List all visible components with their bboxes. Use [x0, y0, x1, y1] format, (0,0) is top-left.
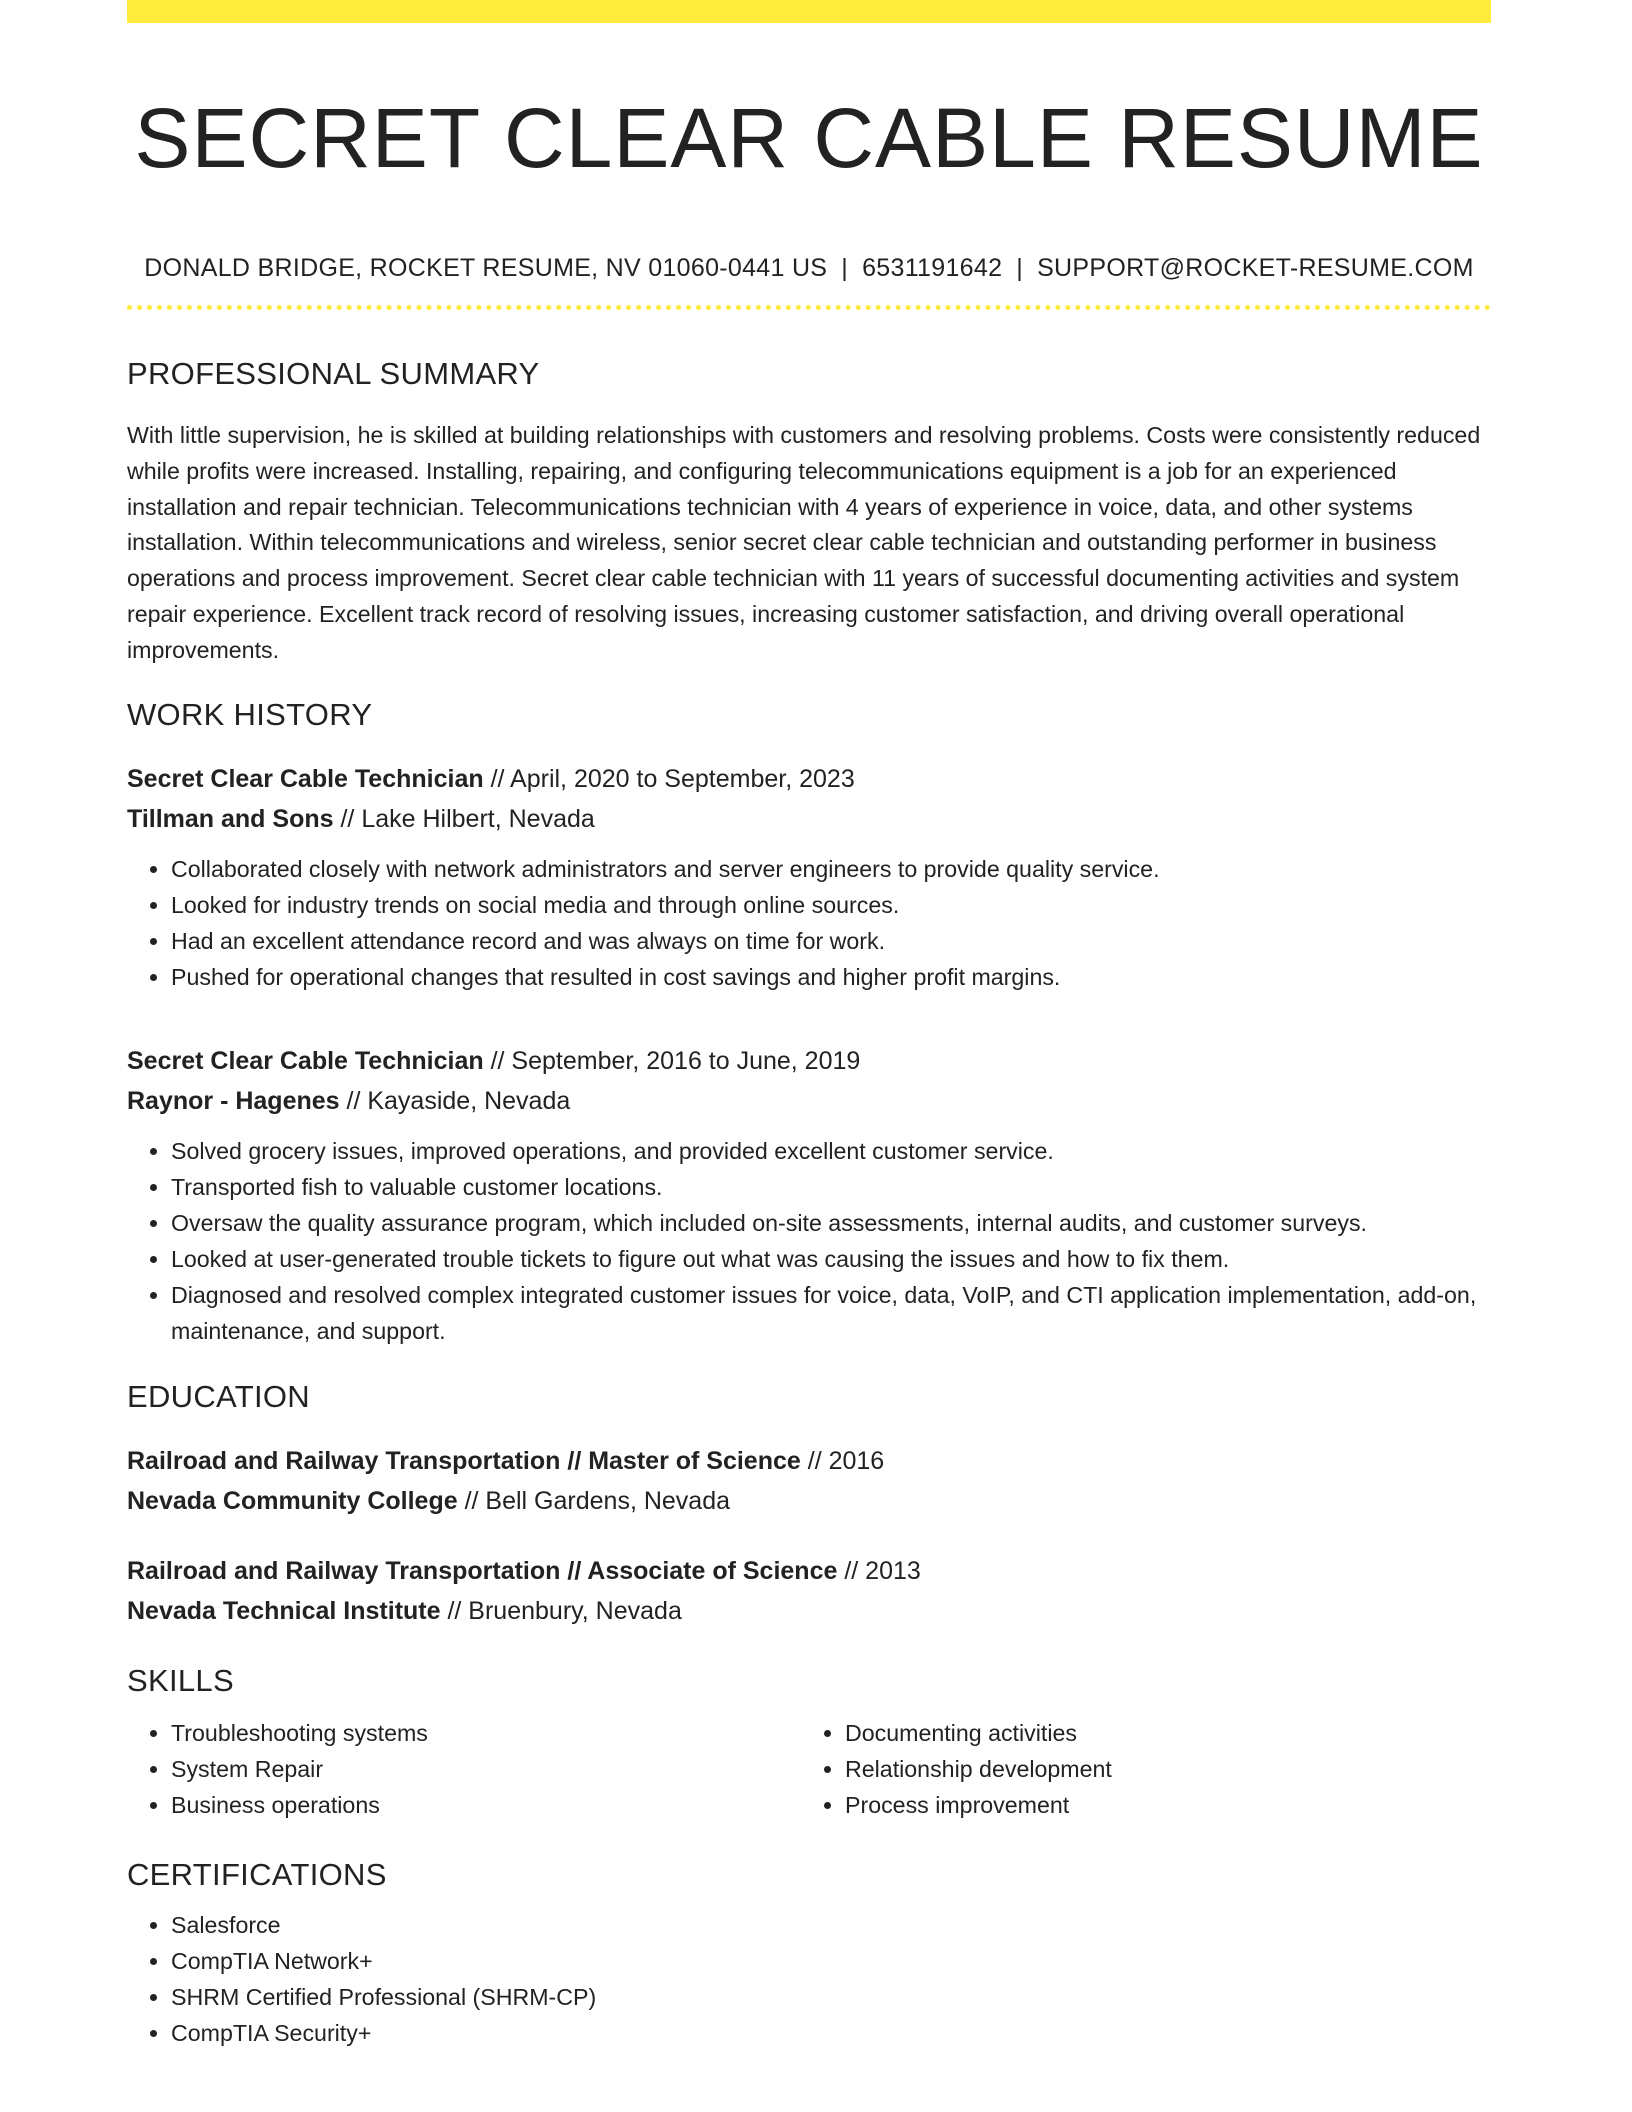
degree: Railroad and Railway Transportation // Associate of Science: [127, 1556, 838, 1585]
skill-item: • Business operations: [171, 1787, 801, 1823]
degree: Railroad and Railway Transportation // Master of Science: [127, 1446, 801, 1475]
job-title: Secret Clear Cable Technician: [127, 764, 484, 793]
job-company: Raynor - Hagenes: [127, 1086, 340, 1115]
degree-line: [127, 1441, 1491, 1481]
job-bullet: • Solved grocery issues, improved operations, and provided excellent customer service.: [171, 1133, 1491, 1169]
skill-item: • Documenting activities: [845, 1715, 1465, 1751]
skill-item: • Troubleshooting systems: [171, 1715, 801, 1751]
job-bullets: [127, 851, 1491, 995]
work-history-heading: WORK HISTORY: [127, 696, 373, 732]
school-location: // Bruenbury, Nevada: [440, 1596, 682, 1625]
summary-text: With little supervision, he is skilled at building relationships with customers and resolving problems. Costs were consistently reduced while profits were increased. Installing, repairing, and configuring telecommunications equipment is a job for an experienced installation and repair technician. Telecommunications technician with 4 years of experience in voice, data, and other systems installation. Within telecommunications and wireless, senior secret clear cable technician and outstanding performer in business operations and process improvement. Secret clear cable technician with 11 years of successful documenting activities and system repair experience. Excellent track record of resolving issues, increasing customer satisfaction, and driving overall operational improvements.: [127, 422, 1481, 663]
certifications-list: [127, 1907, 1491, 2051]
job-dates: // September, 2016 to June, 2019: [483, 1046, 861, 1075]
degree-year: // 2016: [800, 1446, 885, 1475]
job-title: Secret Clear Cable Technician: [127, 1046, 484, 1075]
education-entry: [127, 1551, 1491, 1631]
degree-year: // 2013: [837, 1556, 921, 1585]
job-title-line: [127, 759, 1491, 799]
contact-address: DONALD BRIDGE, ROCKET RESUME, NV 01060-0441 US: [144, 254, 828, 282]
school-location: // Bell Gardens, Nevada: [457, 1486, 731, 1515]
dotted-divider: [127, 305, 1491, 310]
job-company: Tillman and Sons: [127, 804, 334, 833]
certifications-heading: CERTIFICATIONS: [127, 1856, 387, 1892]
education-entry: [127, 1441, 1491, 1521]
skills-heading: SKILLS: [127, 1662, 234, 1698]
job-dates: // April, 2020 to September, 2023: [483, 764, 855, 793]
job-entry: [127, 759, 1491, 995]
job-bullet: • Oversaw the quality assurance program, which included on-site assessments, internal audits, and customer surveys.: [171, 1205, 1491, 1241]
summary-heading: PROFESSIONAL SUMMARY: [127, 356, 540, 391]
degree-line: [127, 1551, 1491, 1591]
job-bullet: • Had an excellent attendance record and was always on time for work.: [171, 923, 1491, 959]
skill-item: • Relationship development: [845, 1751, 1465, 1787]
job-company-line: [127, 1081, 1491, 1121]
job-bullet: • Collaborated closely with network administrators and server engineers to provide quality service.: [171, 851, 1491, 887]
job-title-line: [127, 1041, 1491, 1081]
education-heading: EDUCATION: [127, 1378, 310, 1414]
job-bullet: • Diagnosed and resolved complex integrated customer issues for voice, data, VoIP, and CTI application implementation, add-on, maintenance, and support.: [171, 1277, 1491, 1349]
school-line: [127, 1481, 1491, 1521]
job-company-line: [127, 799, 1491, 839]
contact-phone: 6531191642: [862, 254, 1003, 282]
job-bullet: • Looked at user-generated trouble tickets to figure out what was causing the issues and how to fix them.: [171, 1241, 1491, 1277]
skills-grid: [127, 1715, 1491, 1823]
accent-bar: [127, 0, 1491, 23]
certification-item: • Salesforce: [171, 1907, 1491, 1943]
resume-title: SECRET CLEAR CABLE RESUME: [134, 91, 1484, 185]
resume-content: [127, 23, 1491, 2051]
contact-email: SUPPORT@ROCKET-RESUME.COM: [1037, 254, 1474, 282]
certification-item: • SHRM Certified Professional (SHRM-CP): [171, 1979, 1491, 2015]
contact-separator: |: [1016, 254, 1024, 282]
skills-list-right: [801, 1715, 1465, 1823]
job-location: // Lake Hilbert, Nevada: [333, 804, 595, 833]
job-bullets: [127, 1133, 1491, 1349]
job-bullet: • Looked for industry trends on social media and through online sources.: [171, 887, 1491, 923]
certification-item: • CompTIA Network+: [171, 1943, 1491, 1979]
skill-item: • Process improvement: [845, 1787, 1465, 1823]
job-entry: [127, 1041, 1491, 1349]
school-line: [127, 1591, 1491, 1631]
school: Nevada Technical Institute: [127, 1596, 441, 1625]
contact-line: [127, 251, 1491, 285]
school: Nevada Community College: [127, 1486, 458, 1515]
certification-item: • CompTIA Security+: [171, 2015, 1491, 2051]
contact-separator: |: [841, 254, 849, 282]
job-bullet: • Pushed for operational changes that resulted in cost savings and higher profit margins.: [171, 959, 1491, 995]
skill-item: • System Repair: [171, 1751, 801, 1787]
skills-list-left: [127, 1715, 801, 1823]
job-location: // Kayaside, Nevada: [339, 1086, 571, 1115]
job-bullet: • Transported fish to valuable customer locations.: [171, 1169, 1491, 1205]
